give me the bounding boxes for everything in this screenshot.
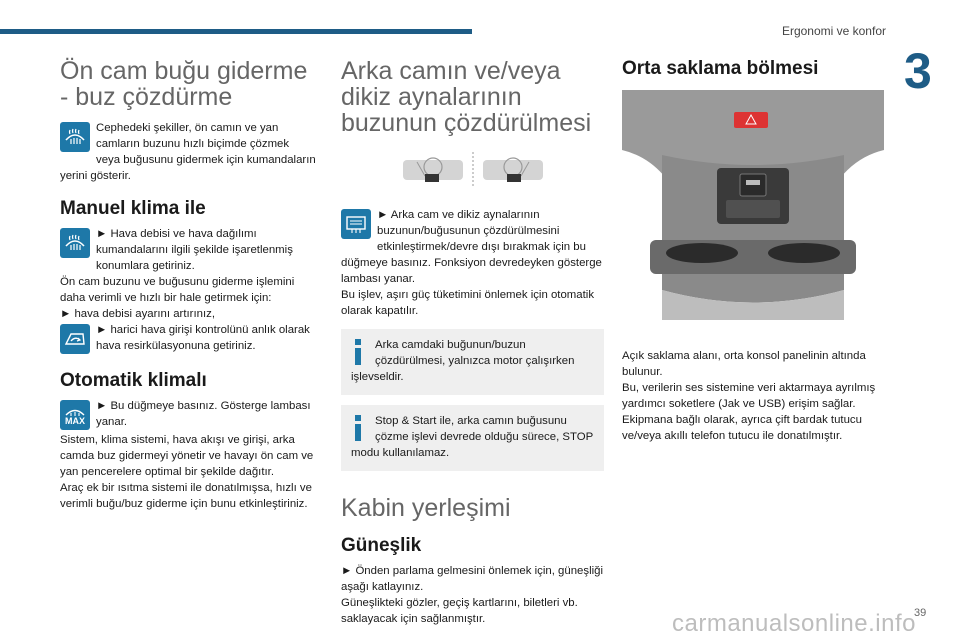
rear-line2: Bu işlev, aşırı güç tüketimini önlemek için otomatik olarak kapatılır. xyxy=(341,289,595,317)
note2-text: Stop & Start ile, arka camın buğusunu çözme işlevi devrede olduğu sürece, STOP modu kullanılamaz. xyxy=(351,415,594,459)
manual-line1: ► Hava debisi ve hava dağılımı kumandalarını ilgili şekilde işaretlenmiş konumlara getiriniz. xyxy=(96,228,293,272)
storage-line3: Ekipmana bağlı olarak, ayrıca çift bardak tutucu ve/veya akıllı telefon tutucu ile donatılmıştır. xyxy=(622,414,862,442)
auto-block xyxy=(60,398,316,432)
auto-title: Otomatik klimalı xyxy=(60,370,207,391)
info-icon xyxy=(351,339,365,365)
storage-title: Orta saklama bölmesi xyxy=(622,58,819,79)
info-note-stopstart xyxy=(341,405,604,471)
chapter-number: 3 xyxy=(904,43,932,99)
auto-line2: Sistem, klima sistemi, hava akışı ve girişi, arka camda buz gidermeyi yönetir ve havayı ön cam ve yan pencerelere optimal bir şekilde dağıtır. xyxy=(60,434,314,478)
recirculation-icon xyxy=(60,324,90,354)
storage-line2: Bu, verilerin ses sistemine veri aktarmaya ayrılmış yardımcı soketlere (Jak ve USB) erişim sağlar. xyxy=(622,382,876,410)
info-note-engine xyxy=(341,329,604,395)
cabin-title: Kabin yerleşimi xyxy=(341,494,511,522)
sunvisor-title: Güneşlik xyxy=(341,535,422,556)
column-left xyxy=(60,58,316,512)
windscreen-title: Ön cam buğu giderme - buz çözdürme xyxy=(60,57,308,111)
front-defrost-icon xyxy=(60,228,90,258)
column-middle xyxy=(341,58,604,627)
section-title: Ergonomi ve konfor xyxy=(781,24,886,38)
info-icon xyxy=(351,415,365,441)
max-defrost-icon xyxy=(60,400,90,430)
manual-line3: ► hava debisi ayarını artırınız, xyxy=(60,308,215,320)
manual-line4: ► harici hava girişi kontrolünü anlık olarak hava resirkülasyonuna getiriniz. xyxy=(96,324,310,352)
rear-line1: ► Arka cam ve dikiz aynalarının buzunun/buğusunun çözdürülmesini etkinleştirmek/devre dışı bırakmak için bu düğmeye basınız. Fonksiyon devredeyken gösterge lambası yanar. xyxy=(341,209,602,285)
column-right xyxy=(622,58,884,444)
manual-block xyxy=(60,226,316,274)
manual-title: Manuel klima ile xyxy=(60,198,206,219)
rear-title: Arka camın ve/veya dikiz aynalarının buzunun çözdürülmesi xyxy=(341,57,592,137)
mirror-figure xyxy=(341,150,604,193)
windscreen-text: Cephedeki şekiller, ön camın ve yan camların buzunu hızlı biçimde çözmek veya buğusunu gidermek için kumandaların yerini gösterir. xyxy=(60,122,316,182)
storage-line1: Açık saklama alanı, orta konsol panelinin altında bulunur. xyxy=(622,350,866,378)
manual-line2: Ön cam buzunu ve buğusunu giderme işlemini daha verimli ve hızlı bir hale getirmek için: xyxy=(60,276,295,304)
auto-line3: Araç ek bir ısıtma sistemi ile donatılmışsa, hızlı ve verimli buğu/buz giderme için bunu etkinleştiriniz. xyxy=(60,482,312,510)
recirc-block xyxy=(60,322,316,356)
console-storage-photo xyxy=(622,90,884,320)
max-icon-label: MAX xyxy=(65,416,85,426)
rear-block xyxy=(341,207,604,287)
sunvisor-line2: Güneşlikteki gözler, geçiş kartlarını, biletleri vb. saklayacak için sağlanmıştır. xyxy=(341,597,578,625)
page-number: 39 xyxy=(914,607,927,619)
note1-text: Arka camdaki buğunun/buzun çözdürülmesi, yalnızca motor çalışırken işlevseldir. xyxy=(351,339,575,383)
header-bar xyxy=(0,29,472,34)
windscreen-block xyxy=(60,120,316,184)
sunvisor-line1: ► Önden parlama gelmesini önlemek için, güneşliği aşağı katlayınız. xyxy=(341,565,604,593)
mirror-illustration xyxy=(383,150,563,188)
watermark: carmanualsonline.info xyxy=(672,610,916,637)
rear-defrost-icon xyxy=(341,209,371,239)
front-defrost-icon xyxy=(60,122,90,152)
auto-line1: ► Bu düğmeye basınız. Gösterge lambası yanar. xyxy=(96,400,311,428)
